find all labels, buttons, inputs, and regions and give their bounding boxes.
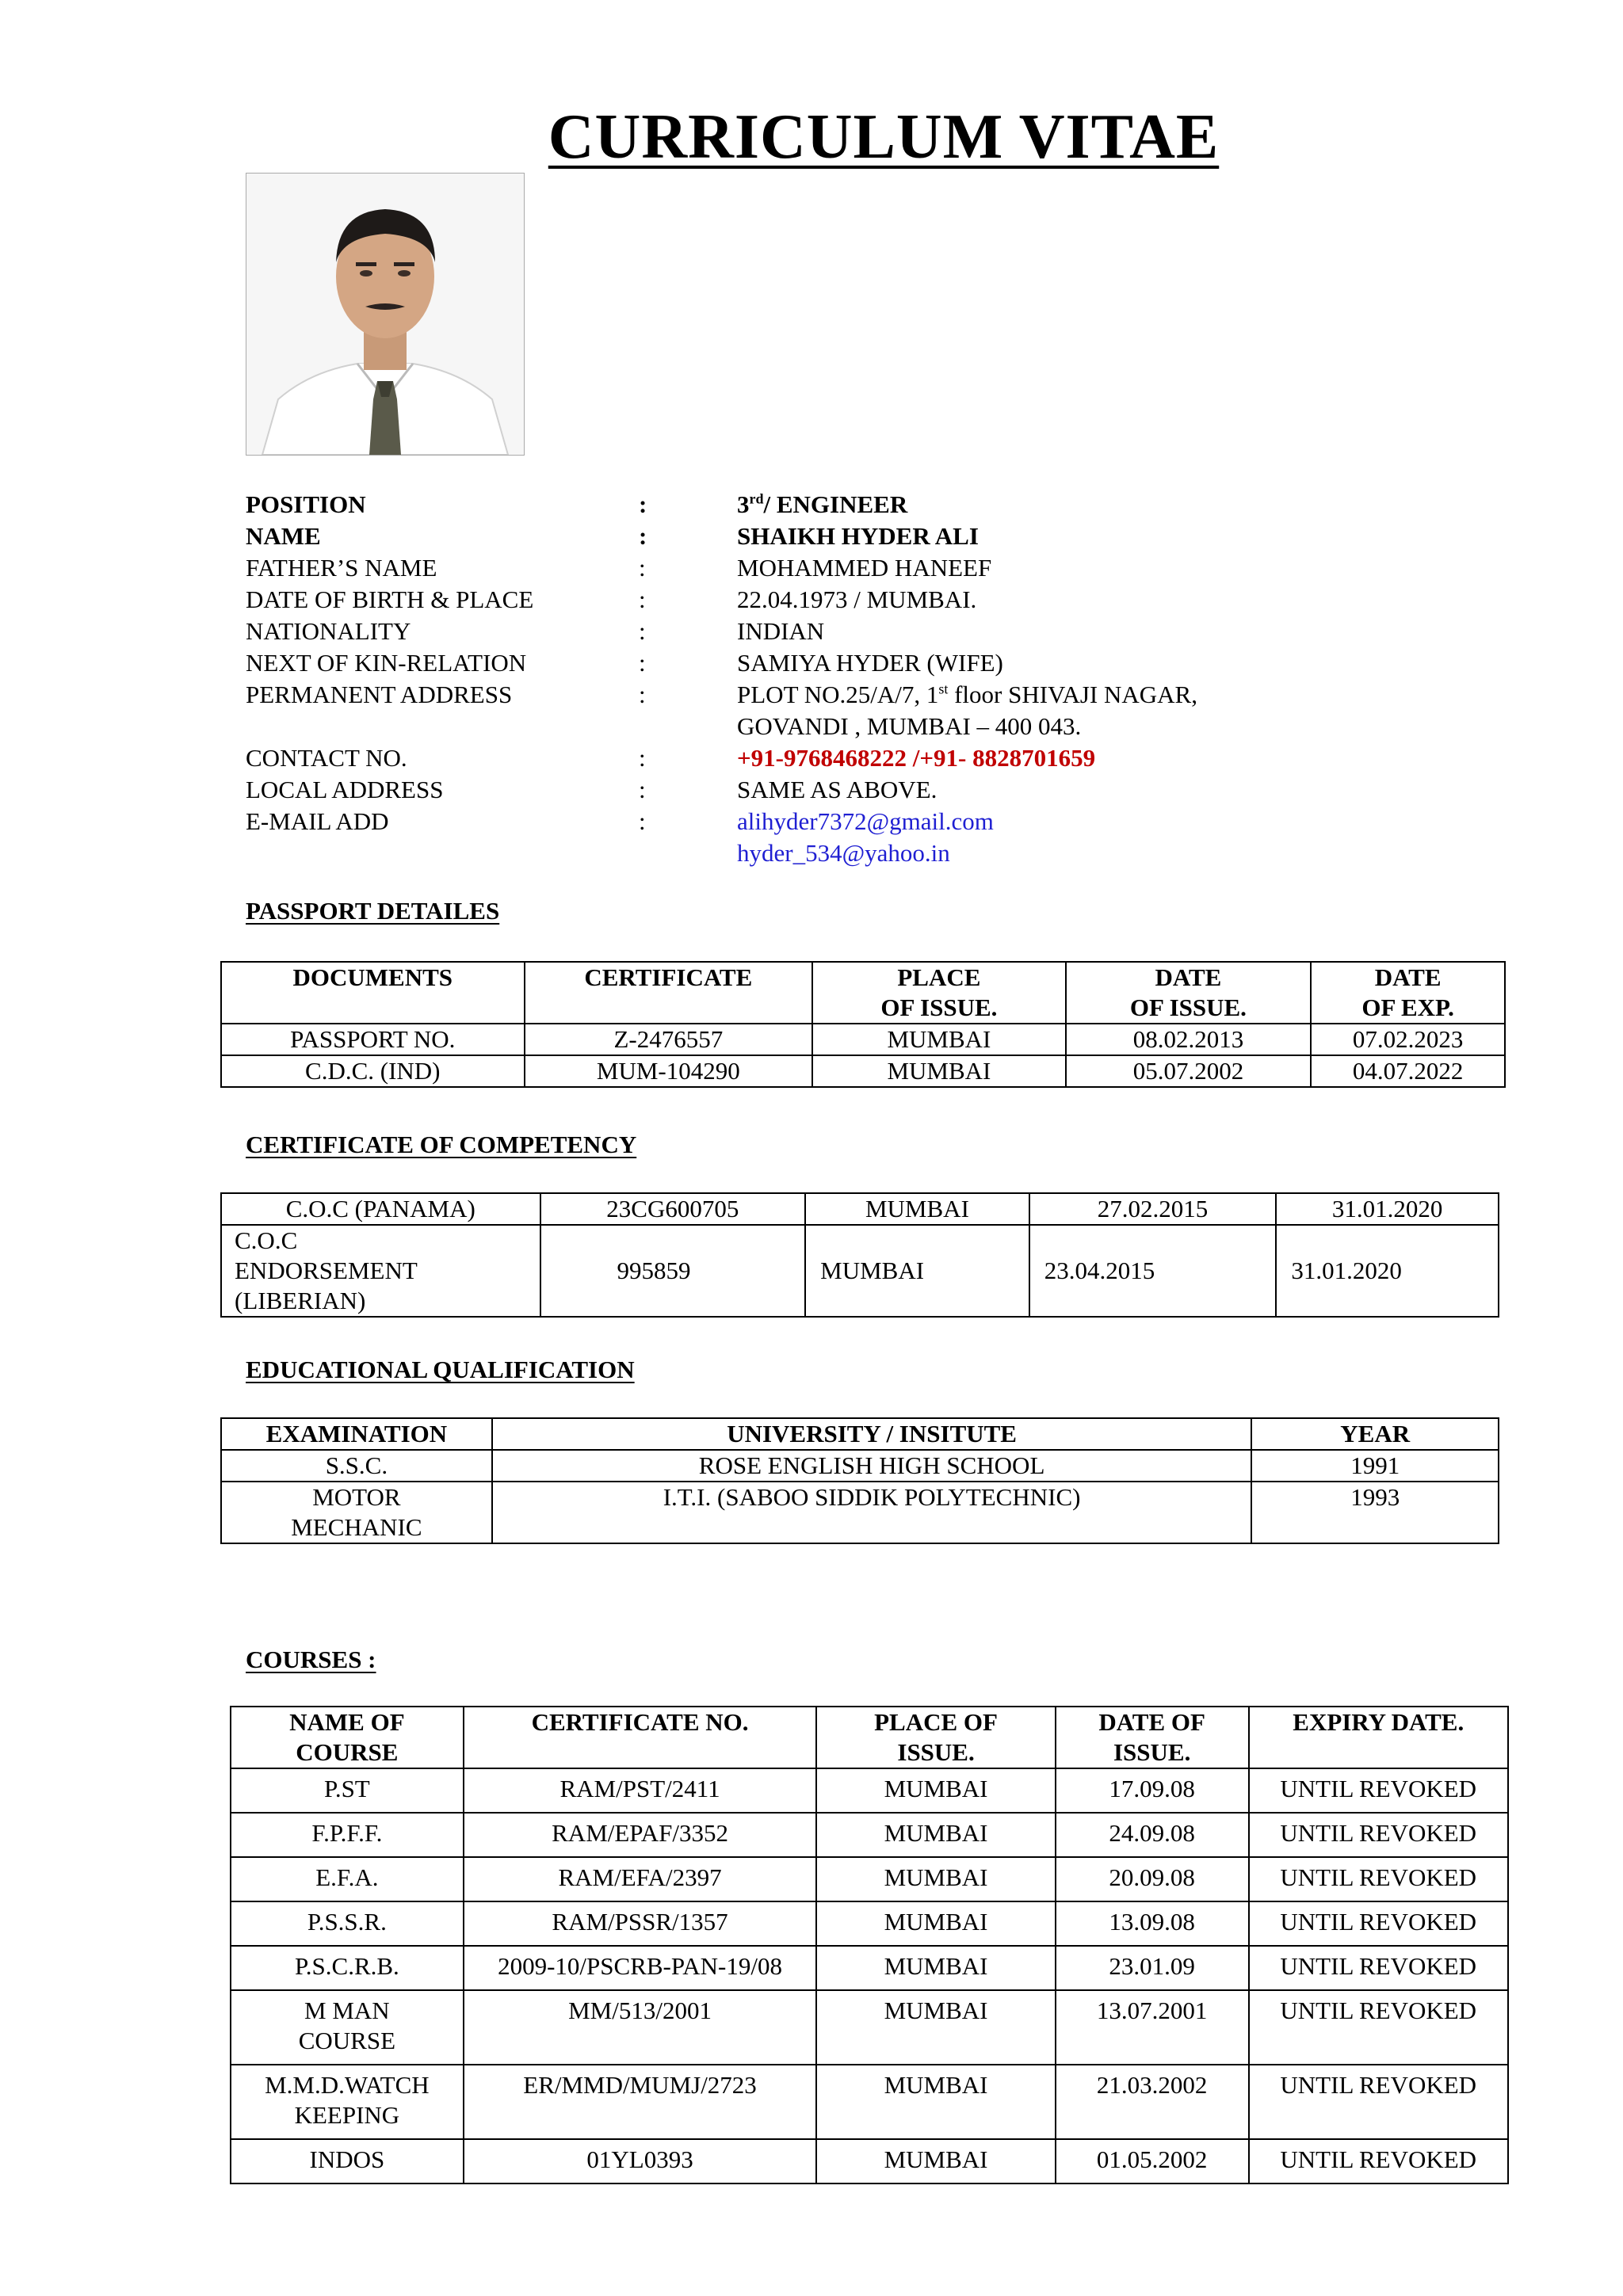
table-cell: MUMBAI	[816, 1990, 1055, 2065]
table-cell: C.O.C ENDORSEMENT (LIBERIAN)	[221, 1225, 540, 1317]
table-cell: 13.09.08	[1056, 1901, 1249, 1946]
table-cell: UNTIL REVOKED	[1249, 1857, 1509, 1901]
table-row	[221, 1055, 1505, 1087]
table-row	[221, 1482, 1499, 1543]
info-colon: :	[639, 681, 646, 708]
table-row	[231, 1990, 1508, 2065]
table-row	[231, 1813, 1508, 1857]
portrait-photo	[246, 173, 525, 456]
info-value: hyder_534@yahoo.in	[737, 839, 950, 867]
table-cell: MUMBAI	[805, 1225, 1029, 1317]
info-colon: :	[639, 554, 646, 582]
column-header: DATE OF EXP.	[1311, 962, 1505, 1024]
table-cell: 07.02.2023	[1311, 1024, 1505, 1055]
superscript: rd	[749, 490, 764, 507]
courses-table	[230, 1706, 1509, 2184]
column-header: YEAR	[1251, 1418, 1499, 1450]
info-label: NAME	[246, 522, 321, 550]
table-cell: RAM/PST/2411	[464, 1768, 817, 1813]
table-cell: C.D.C. (IND)	[221, 1055, 525, 1087]
table-cell: UNTIL REVOKED	[1249, 2065, 1509, 2139]
table-cell: 2009-10/PSCRB-PAN-19/08	[464, 1946, 817, 1990]
info-colon: :	[639, 649, 646, 677]
table-cell: MUMBAI	[816, 1813, 1055, 1857]
info-colon: :	[639, 585, 646, 613]
table-cell: UNTIL REVOKED	[1249, 1901, 1509, 1946]
education-table	[220, 1417, 1499, 1544]
person-icon	[246, 174, 524, 455]
table-cell: 05.07.2002	[1066, 1055, 1312, 1087]
column-header: CERTIFICATE NO.	[464, 1707, 817, 1768]
table-cell: 20.09.08	[1056, 1857, 1249, 1901]
table-row	[221, 1024, 1505, 1055]
column-header: EXPIRY DATE.	[1249, 1707, 1509, 1768]
table-cell: MUMBAI	[816, 2065, 1055, 2139]
table-cell: ER/MMD/MUMJ/2723	[464, 2065, 817, 2139]
table-row	[221, 1450, 1499, 1482]
table-cell: MUMBAI	[816, 1768, 1055, 1813]
column-header: PLACE OF ISSUE.	[812, 962, 1066, 1024]
table-cell: P.S.C.R.B.	[231, 1946, 464, 1990]
info-label: FATHER’S NAME	[246, 554, 437, 582]
table-row	[231, 1857, 1508, 1901]
info-value: GOVANDI , MUMBAI – 400 043.	[737, 712, 1082, 740]
passport-table	[220, 961, 1506, 1088]
column-header: DATE OF ISSUE.	[1066, 962, 1312, 1024]
table-cell: 21.03.2002	[1056, 2065, 1249, 2139]
column-header: DATE OF ISSUE.	[1056, 1707, 1249, 1768]
info-value: SAMIYA HYDER (WIFE)	[737, 649, 1003, 677]
table-cell: MUMBAI	[812, 1055, 1066, 1087]
table-cell: F.P.F.F.	[231, 1813, 464, 1857]
table-cell: RAM/EFA/2397	[464, 1857, 817, 1901]
column-header: CERTIFICATE	[525, 962, 813, 1024]
competency-table	[220, 1192, 1499, 1318]
education-heading: EDUCATIONAL QUALIFICATION	[246, 1356, 635, 1383]
info-label: NEXT OF KIN-RELATION	[246, 649, 527, 677]
passport-heading: PASSPORT DETAILES	[246, 897, 500, 925]
info-colon: :	[639, 807, 646, 835]
table-cell: RAM/EPAF/3352	[464, 1813, 817, 1857]
table-cell: I.T.I. (SABOO SIDDIK POLYTECHNIC)	[492, 1482, 1252, 1543]
info-value: PLOT NO.25/A/7, 1st floor SHIVAJI NAGAR,	[737, 681, 1197, 708]
column-header: NAME OF COURSE	[231, 1707, 464, 1768]
info-value: MOHAMMED HANEEF	[737, 554, 992, 582]
info-value: 3rd/ ENGINEER	[737, 490, 908, 518]
table-cell: P.S.S.R.	[231, 1901, 464, 1946]
table-cell: 01.05.2002	[1056, 2139, 1249, 2183]
column-header: PLACE OF ISSUE.	[816, 1707, 1055, 1768]
table-cell: UNTIL REVOKED	[1249, 1768, 1509, 1813]
table-cell: 31.01.2020	[1276, 1225, 1499, 1317]
table-cell: MUMBAI	[816, 1946, 1055, 1990]
info-value: 22.04.1973 / MUMBAI.	[737, 585, 977, 613]
header-row	[221, 962, 1505, 1024]
info-value: alihyder7372@gmail.com	[737, 807, 994, 835]
table-cell: 01YL0393	[464, 2139, 817, 2183]
info-colon: :	[639, 744, 646, 772]
table-cell: E.F.A.	[231, 1857, 464, 1901]
info-value: SAME AS ABOVE.	[737, 776, 938, 803]
table-row	[231, 1946, 1508, 1990]
table-row	[221, 1225, 1499, 1317]
page-title: CURRICULUM VITAE	[548, 102, 1220, 172]
header-row	[221, 1418, 1499, 1450]
table-cell: 23.04.2015	[1029, 1225, 1277, 1317]
info-value: SHAIKH HYDER ALI	[737, 522, 979, 550]
table-row	[231, 1901, 1508, 1946]
table-cell: M.M.D.WATCH KEEPING	[231, 2065, 464, 2139]
table-cell: 1993	[1251, 1482, 1499, 1543]
table-cell: MOTOR MECHANIC	[221, 1482, 492, 1543]
superscript: st	[938, 681, 949, 697]
table-cell: INDOS	[231, 2139, 464, 2183]
table-cell: Z-2476557	[525, 1024, 813, 1055]
table-row	[231, 2065, 1508, 2139]
table-cell: 17.09.08	[1056, 1768, 1249, 1813]
table-cell: MM/513/2001	[464, 1990, 817, 2065]
table-cell: RAM/PSSR/1357	[464, 1901, 817, 1946]
table-cell: 04.07.2022	[1311, 1055, 1505, 1087]
info-label: CONTACT NO.	[246, 744, 407, 772]
column-header: UNIVERSITY / INSITUTE	[492, 1418, 1252, 1450]
info-value: INDIAN	[737, 617, 825, 645]
table-cell: UNTIL REVOKED	[1249, 1990, 1509, 2065]
table-cell: MUMBAI	[816, 1857, 1055, 1901]
info-colon: :	[639, 522, 647, 550]
info-label: POSITION	[246, 490, 366, 518]
table-cell: 995859	[540, 1225, 806, 1317]
info-label: LOCAL ADDRESS	[246, 776, 444, 803]
info-colon: :	[639, 617, 646, 645]
info-value: +91-9768468222 /+91- 8828701659	[737, 744, 1096, 772]
header-row	[231, 1707, 1508, 1768]
table-cell: 23CG600705	[540, 1193, 806, 1225]
table-cell: 27.02.2015	[1029, 1193, 1277, 1225]
table-cell: MUMBAI	[812, 1024, 1066, 1055]
table-row	[231, 2139, 1508, 2183]
column-header: EXAMINATION	[221, 1418, 492, 1450]
table-cell: P.ST	[231, 1768, 464, 1813]
info-colon: :	[639, 490, 647, 518]
table-cell: 13.07.2001	[1056, 1990, 1249, 2065]
table-cell: PASSPORT NO.	[221, 1024, 525, 1055]
column-header: DOCUMENTS	[221, 962, 525, 1024]
table-cell: MUMBAI	[805, 1193, 1029, 1225]
table-row	[221, 1193, 1499, 1225]
table-cell: MUMBAI	[816, 1901, 1055, 1946]
table-cell: M MAN COURSE	[231, 1990, 464, 2065]
competency-heading: CERTIFICATE OF COMPETENCY	[246, 1131, 637, 1158]
info-colon: :	[639, 776, 646, 803]
table-cell: MUMBAI	[816, 2139, 1055, 2183]
info-label: PERMANENT ADDRESS	[246, 681, 513, 708]
info-label: E-MAIL ADD	[246, 807, 389, 835]
info-label: DATE OF BIRTH & PLACE	[246, 585, 534, 613]
courses-heading: COURSES :	[246, 1646, 376, 1673]
table-cell: MUM-104290	[525, 1055, 813, 1087]
table-cell: S.S.C.	[221, 1450, 492, 1482]
table-cell: 24.09.08	[1056, 1813, 1249, 1857]
info-label: NATIONALITY	[246, 617, 411, 645]
table-cell: 31.01.2020	[1276, 1193, 1499, 1225]
table-cell: ROSE ENGLISH HIGH SCHOOL	[492, 1450, 1252, 1482]
table-cell: 23.01.09	[1056, 1946, 1249, 1990]
table-cell: C.O.C (PANAMA)	[221, 1193, 540, 1225]
table-cell: 08.02.2013	[1066, 1024, 1312, 1055]
table-row	[231, 1768, 1508, 1813]
table-cell: UNTIL REVOKED	[1249, 1813, 1509, 1857]
table-cell: 1991	[1251, 1450, 1499, 1482]
table-cell: UNTIL REVOKED	[1249, 1946, 1509, 1990]
table-cell: UNTIL REVOKED	[1249, 2139, 1509, 2183]
